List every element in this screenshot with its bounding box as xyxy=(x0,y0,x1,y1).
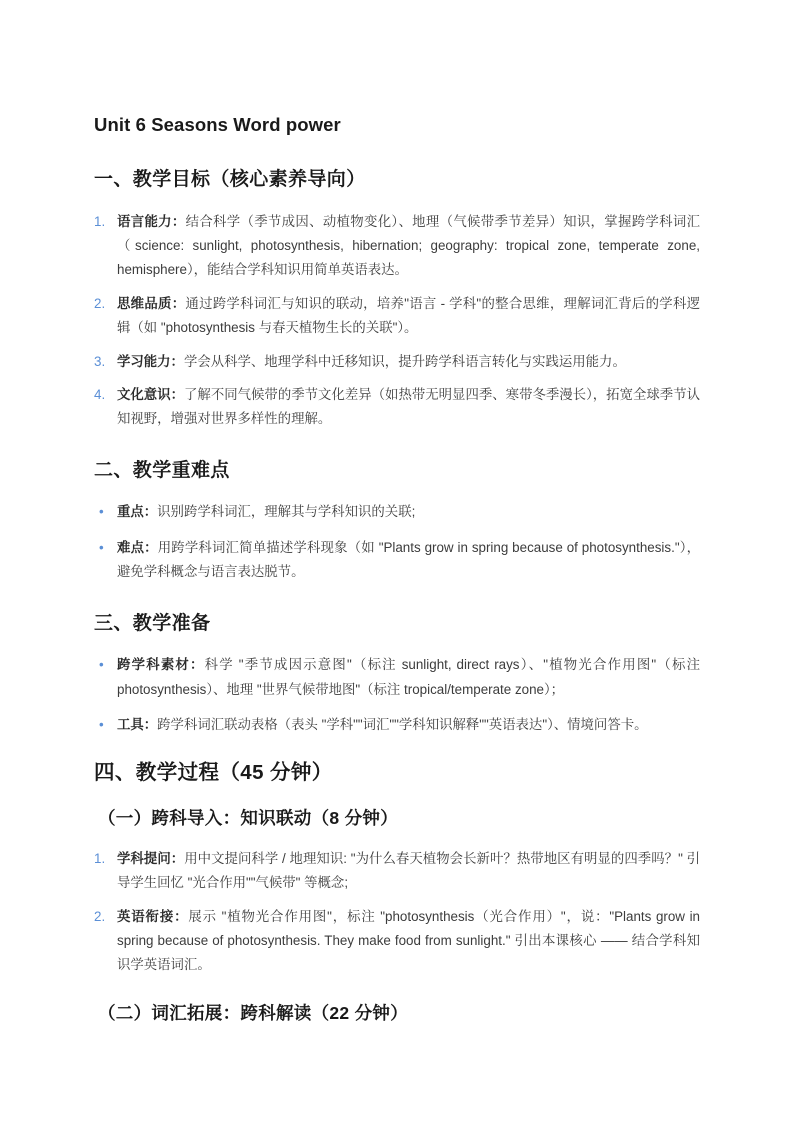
bullet-icon: • xyxy=(99,717,104,733)
list-item xyxy=(94,292,700,341)
list-item-label: 文化意识： xyxy=(117,387,185,403)
list-item-label: 重点： xyxy=(117,504,158,520)
list-item xyxy=(94,905,700,978)
objectives-list xyxy=(94,210,700,432)
section-teaching-objectives xyxy=(94,167,700,432)
section-teaching-preparation xyxy=(94,611,700,738)
list-item xyxy=(94,653,700,702)
list-item-text: 通过跨学科词汇与知识的联动，培养"语言 - 学科"的整合思维，理解词汇背后的学科逻辑（如 "photosynthesis 与春天植物生长的关联"）。 xyxy=(117,295,701,336)
section-heading: 一、教学目标（核心素养导向） xyxy=(94,169,366,191)
list-marker: 3. xyxy=(94,353,106,369)
list-item-text: 识别跨学科词汇，理解其与学科知识的关联; xyxy=(157,504,416,520)
list-item-label: 英语衔接： xyxy=(117,908,189,924)
list-item-label: 工具： xyxy=(117,717,158,733)
subsection-heading-vocab: （二）词汇拓展：跨科解读（22 分钟） xyxy=(98,1002,409,1023)
list-item xyxy=(94,847,700,896)
intro-steps-list xyxy=(94,847,700,978)
section-key-difficult-points xyxy=(94,458,700,585)
list-item-text: 展示 "植物光合作用图"，标注 "photosynthesis（光合作用）"，说："Plants grow in spring because of photosynthesis. They make food from sunlight." 引出本课核心 —— 结合学科知识学英语词汇。 xyxy=(117,908,701,973)
section-heading: 三、教学准备 xyxy=(94,612,211,634)
list-item xyxy=(94,210,700,283)
list-item-text: 学会从科学、地理学科中迁移知识，提升跨学科语言转化与实践运用能力。 xyxy=(183,353,626,369)
list-item xyxy=(94,713,700,737)
list-item-label: 难点： xyxy=(117,539,158,555)
list-item-label: 学习能力： xyxy=(117,353,184,369)
list-item-label: 思维品质： xyxy=(117,295,186,311)
section-teaching-process xyxy=(94,759,700,1025)
list-marker: 1. xyxy=(94,213,106,229)
key-points-list xyxy=(94,500,700,584)
bullet-icon: • xyxy=(99,657,104,673)
list-item-label: 跨学科素材： xyxy=(117,657,205,673)
list-item-text: 科学 "季节成因示意图"（标注 sunlight, direct rays）、"植物光合作用图"（标注 photosynthesis）、地理 "世界气候带地图"（标注 tropical/temperate zone）； xyxy=(117,657,700,697)
list-item-text: 结合科学（季节成因、动植物变化）、地理（气候带季节差异）知识，掌握跨学科词汇（science: sunlight, photosynthesis, hibernation; geography: tropical zone, temperate zone, hemisphere），能结合学科知识用简单英语表达。 xyxy=(117,213,700,278)
bullet-icon: • xyxy=(99,539,104,555)
page-title: Unit 6 Seasons Word power xyxy=(94,114,341,135)
list-marker: 1. xyxy=(94,850,106,866)
list-item xyxy=(94,536,700,585)
section-heading: 四、教学过程（45 分钟） xyxy=(94,761,333,785)
section-heading: 二、教学重难点 xyxy=(94,459,230,481)
list-item-label: 学科提问： xyxy=(117,850,185,866)
list-item xyxy=(94,350,700,374)
list-item xyxy=(94,500,700,524)
list-marker: 2. xyxy=(94,908,106,924)
list-marker: 2. xyxy=(94,295,106,311)
list-item xyxy=(94,383,700,432)
list-item-text: 用中文提问科学 / 地理知识: "为什么春天植物会长新叶？热带地区有明显的四季吗？" 引导学生回忆 "光合作用""气候带" 等概念; xyxy=(117,850,701,891)
bullet-icon: • xyxy=(99,504,104,520)
list-item-text: 用跨学科词汇简单描述学科现象（如 "Plants grow in spring because of photosynthesis."），避免学科概念与语言表达脱节。 xyxy=(117,539,701,580)
subsection-heading-intro: （一）跨科导入：知识联动（8 分钟） xyxy=(98,808,398,829)
preparation-list xyxy=(94,653,700,737)
list-item-label: 语言能力： xyxy=(117,213,186,229)
list-marker: 4. xyxy=(94,387,106,403)
list-item-text: 了解不同气候带的季节文化差异（如热带无明显四季、寒带冬季漫长），拓宽全球季节认知视野，增强对世界多样性的理解。 xyxy=(117,387,700,427)
list-item-text: 跨学科词汇联动表格（表头 "学科""词汇""学科知识解释""英语表达"）、情境问答卡。 xyxy=(157,717,648,733)
